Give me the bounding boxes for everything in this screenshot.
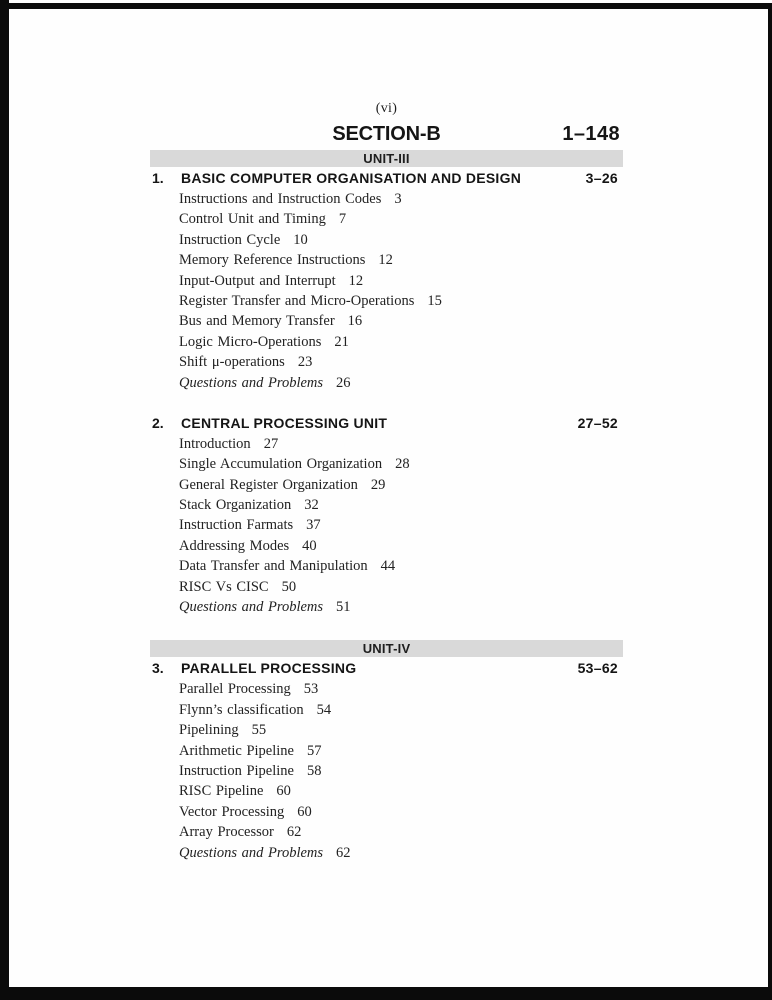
toc-item-page: 62 [286, 824, 302, 841]
toc-item-page: 60 [297, 803, 312, 820]
toc-item [179, 679, 623, 699]
toc-item-page: 62 [336, 844, 351, 861]
toc-item-page: 40 [302, 537, 317, 554]
toc-item [179, 802, 623, 822]
toc-item-page: 44 [380, 558, 396, 575]
toc-item-page: 32 [304, 497, 319, 514]
toc-item [179, 720, 623, 740]
toc-item-title: Instruction Farmats [179, 517, 294, 534]
scan-border-right [768, 3, 772, 988]
toc-item-page: 16 [347, 313, 363, 330]
toc-item [179, 250, 623, 270]
chapter-heading-3 [150, 660, 623, 676]
toc-item-title: Instruction Pipeline [179, 762, 294, 779]
toc-item-page: 3 [394, 191, 402, 207]
toc-item-title: General Register Organization [179, 476, 358, 493]
toc-item-page: 10 [293, 231, 308, 248]
toc-item [179, 700, 623, 720]
section-title: SECTION-B [332, 123, 441, 145]
toc-item-page: 57 [306, 742, 322, 759]
toc-item-page: 7 [338, 211, 347, 228]
toc-item [179, 434, 623, 454]
toc-item [179, 495, 623, 515]
toc-item-page: 54 [316, 701, 332, 718]
toc-item [179, 741, 623, 761]
toc-item-title: Questions and Problems [179, 844, 324, 861]
toc-item-page: 23 [297, 354, 313, 371]
toc-item [179, 475, 623, 495]
unit-label: UNIT-III [363, 151, 410, 166]
toc-item-page: 12 [378, 252, 393, 269]
toc-item-title: Parallel Processing [179, 681, 291, 698]
toc-item-page: 21 [334, 333, 349, 350]
toc-item [179, 761, 623, 781]
toc-item-page: 51 [336, 599, 351, 616]
toc-item-title: Register Transfer and Micro-Operations [179, 292, 415, 309]
toc-item-title: Stack Organization [179, 497, 292, 514]
toc-item-title: Control Unit and Timing [179, 211, 326, 228]
toc-item-page: 12 [348, 272, 364, 289]
toc-item-title: Pipelining [179, 722, 239, 739]
chapter-heading-2 [150, 415, 623, 431]
toc-item-title: Shift μ-operations [179, 354, 285, 371]
chapter-title: PARALLEL PROCESSING [181, 660, 357, 677]
chapter-3-items [179, 679, 623, 863]
toc-item-title: Instruction Cycle [179, 231, 281, 248]
toc-item [179, 536, 623, 556]
toc-item-page: 50 [281, 578, 297, 595]
toc-item-questions [179, 843, 623, 863]
chapter-2-items [179, 434, 623, 618]
chapter-1-items [179, 189, 623, 393]
chapter-page-range: 27–52 [577, 414, 618, 431]
toc-item [179, 189, 623, 209]
toc-item-title: Memory Reference Instructions [179, 252, 366, 269]
scan-border-bottom [0, 987, 772, 1000]
toc-item-questions [179, 373, 623, 393]
toc-item-title: Data Transfer and Manipulation [179, 558, 368, 575]
toc-item-page: 60 [276, 783, 291, 800]
section-heading-row [150, 123, 623, 147]
toc-item-title: Logic Micro-Operations [179, 333, 322, 350]
toc-item [179, 209, 623, 229]
chapter-title: BASIC COMPUTER ORGANISATION AND DESIGN [181, 170, 522, 186]
toc-item [179, 515, 623, 535]
toc-item-title: Vector Processing [179, 803, 285, 820]
toc-item-title: Introduction [179, 435, 251, 452]
toc-item-page: 15 [427, 292, 442, 309]
toc-item [179, 822, 623, 842]
toc-item-title: Bus and Memory Transfer [179, 313, 335, 330]
scan-border-left [0, 0, 9, 1000]
toc-item [179, 556, 623, 576]
toc-item [179, 291, 623, 311]
toc-item [179, 332, 623, 352]
toc-item-title: RISC Vs CISC [179, 578, 269, 595]
toc-item-title: Arithmetic Pipeline [179, 742, 294, 759]
toc-item-title: Single Accumulation Organization [179, 456, 383, 473]
toc-item [179, 352, 623, 372]
toc-item [179, 454, 623, 474]
toc-item-page: 53 [303, 681, 319, 698]
chapter-number: 3. [152, 660, 164, 677]
toc-item-title: Input-Output and Interrupt [179, 272, 336, 289]
toc-item-page: 58 [306, 762, 322, 779]
toc-item-page: 26 [336, 374, 351, 391]
toc-item [179, 577, 623, 597]
chapter-page-range: 3–26 [585, 170, 618, 186]
toc-item-page: 37 [306, 517, 321, 534]
toc-item [179, 271, 623, 291]
toc-item-page: 28 [395, 456, 410, 473]
toc-item-page: 55 [251, 722, 267, 739]
chapter-title: CENTRAL PROCESSING UNIT [181, 414, 388, 431]
section-page-range: 1–148 [562, 123, 620, 145]
toc-item-title: Addressing Modes [179, 537, 290, 554]
toc-item-title: Instructions and Instruction Codes [179, 191, 382, 207]
toc-item [179, 230, 623, 250]
folio-page-number: (vi) [375, 101, 398, 116]
chapter-number: 2. [152, 414, 164, 431]
unit-bar-unit-iv [150, 640, 623, 657]
toc-item-questions [179, 597, 623, 617]
toc-item-title: RISC Pipeline [179, 783, 264, 800]
toc-item-title: Questions and Problems [179, 374, 324, 391]
unit-bar-unit-iii [150, 150, 623, 167]
toc-item [179, 311, 623, 331]
unit-label: UNIT-IV [362, 641, 411, 657]
toc-item-title: Flynn’s classification [179, 701, 304, 718]
chapter-page-range: 53–62 [577, 660, 618, 677]
chapter-number: 1. [152, 170, 164, 186]
toc-item-page: 27 [263, 435, 279, 452]
toc-item [179, 781, 623, 801]
toc-item-title: Questions and Problems [179, 599, 324, 616]
toc-item-title: Array Processor [179, 824, 274, 841]
toc-item-page: 29 [370, 476, 386, 493]
chapter-heading-1 [150, 170, 623, 186]
toc-content-column [150, 0, 623, 863]
